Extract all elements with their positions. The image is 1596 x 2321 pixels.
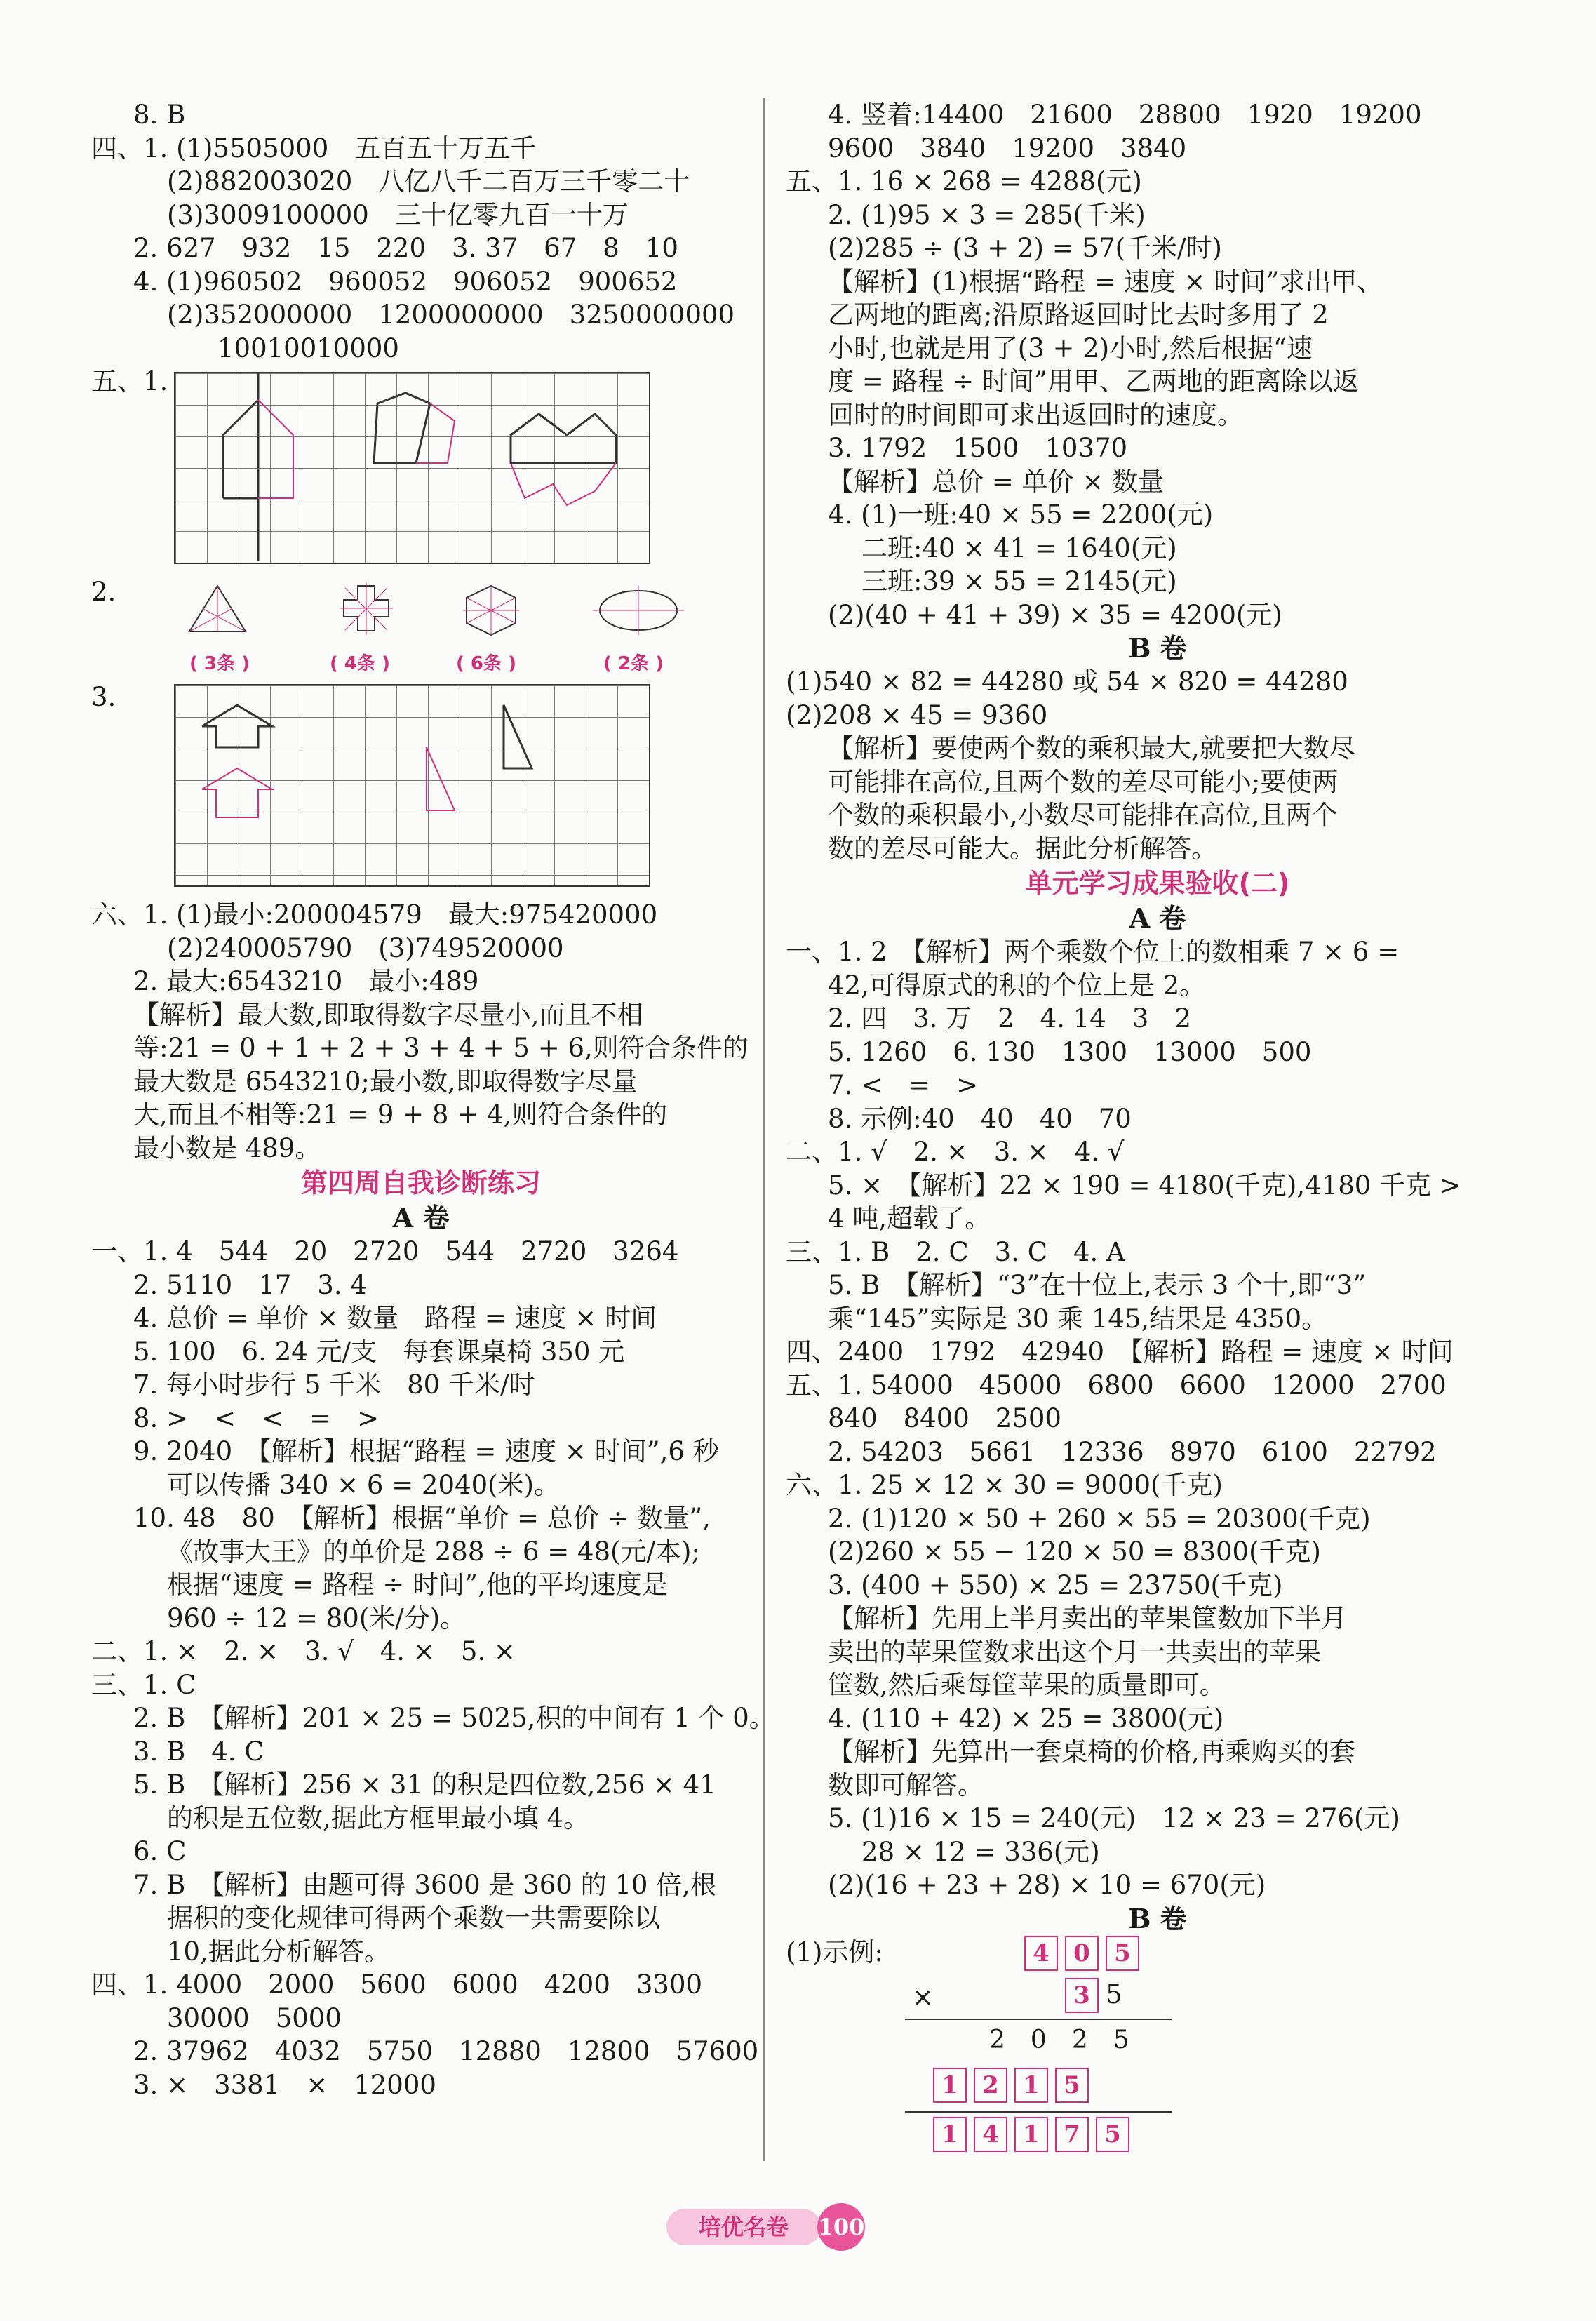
- answer-line: 筐数,然后乘每筐苹果的质量即可。: [828, 1670, 1226, 1700]
- section-subtitle: B 卷: [1128, 632, 1187, 664]
- answer-line: 【解析】要使两个数的乘积最大,就要把大数尽: [828, 733, 1355, 763]
- digit-box: 4: [974, 2117, 1007, 2152]
- digit-box: 1: [1014, 2068, 1048, 2103]
- caption: ( 4条 ): [330, 653, 390, 674]
- caption: ( 6条 ): [456, 653, 516, 674]
- answer-line: 六、1. 25 × 12 × 30 = 9000(千克): [786, 1470, 1223, 1500]
- answer-line: 2. 四 3. 万 2 4. 14 3 2: [828, 1003, 1191, 1034]
- digit-box: 3: [1065, 1978, 1099, 2013]
- shape-drawings: [161, 582, 723, 646]
- answer-line: 【解析】(1)根据“路程 = 速度 × 时间”求出甲、: [828, 266, 1383, 297]
- answer-line: 10010010000: [217, 333, 399, 363]
- answer-line: 数的差尽可能大。据此分析解答。: [828, 833, 1217, 864]
- answer-line: 5. B 【解析】256 × 31 的积是四位数,256 × 41: [133, 1770, 716, 1800]
- answer-line: 8. > < < = >: [133, 1403, 380, 1433]
- answer-line: 可能排在高位,且两个数的差尽可能小;要使两: [828, 766, 1339, 797]
- answer-line: 2. (1)120 × 50 + 260 × 55 = 20300(千克): [828, 1503, 1371, 1534]
- partial-product-2: [933, 2068, 1096, 2103]
- digit-box: 5: [1106, 1936, 1139, 1971]
- answer-line: (2)(40 + 41 + 39) × 35 = 4200(元): [828, 599, 1282, 630]
- rule-line: [905, 2111, 1172, 2113]
- answer-line: 4. (1)960502 960052 906052 900652: [133, 266, 678, 297]
- answer-line: 960 ÷ 12 = 80(米/分)。: [167, 1603, 467, 1633]
- page-number: 100: [817, 2203, 865, 2251]
- answer-line: 5. 100 6. 24 元/支 每套课桌椅 350 元: [133, 1336, 625, 1367]
- symmetry-grid-figure: [91, 365, 751, 575]
- answer-line: 2. (1)95 × 3 = 285(千米): [828, 199, 1146, 230]
- answer-line: 6. C: [133, 1836, 187, 1866]
- answer-line: 个数的乘积最小,小数尽可能排在高位,且两个: [828, 800, 1338, 830]
- answer-line: 4 吨,超载了。: [828, 1203, 991, 1233]
- answer-line: (2)882003020 八亿八千二百万三千零二十: [167, 166, 690, 196]
- section-title: 单元学习成果验收(二): [1025, 868, 1290, 899]
- answer-line: (2)352000000 1200000000 3250000000: [167, 300, 735, 330]
- digit-box: 5: [1096, 2117, 1129, 2152]
- answer-line: 5. 1260 6. 130 1300 13000 500: [828, 1036, 1312, 1067]
- answer-line: 三、1. C: [91, 1669, 196, 1700]
- translation-grid-figure: [91, 681, 751, 898]
- digit-box: 7: [1055, 2117, 1089, 2152]
- digit: 2: [1071, 2025, 1113, 2054]
- answer-line: 30000 5000: [167, 2002, 342, 2033]
- answer-line: 卖出的苹果筐数求出这个月一共卖出的苹果: [828, 1636, 1321, 1667]
- answer-line: (2)(16 + 23 + 28) × 10 = 670(元): [828, 1870, 1266, 1900]
- answer-line: 2. 5110 17 3. 4: [133, 1269, 367, 1300]
- answer-line: 3. 1792 1500 10370: [828, 433, 1128, 463]
- section-title: 第四周自我诊断练习: [300, 1168, 541, 1198]
- answer-line: 数即可解答。: [828, 1770, 984, 1800]
- multiplicand-row: [1024, 1936, 1146, 1971]
- caption: ( 2条 ): [603, 653, 664, 674]
- answer-line: (2)208 × 45 = 9360: [786, 700, 1048, 730]
- answer-line: 2. 37962 4032 5750 12880 12800 57600: [133, 2036, 759, 2066]
- answer-line: 9600 3840 19200 3840: [828, 133, 1187, 163]
- answer-line: 3. B 4. C: [133, 1736, 264, 1767]
- answer-line: 5. B 【解析】“3”在十位上,表示 3 个十,即“3”: [828, 1270, 1367, 1300]
- answer-line: 【解析】先算出一套桌椅的价格,再乘购买的套: [828, 1737, 1355, 1767]
- answer-line: 【解析】总价 = 单价 × 数量: [828, 466, 1165, 497]
- translation-shapes: [174, 684, 649, 888]
- answer-line: 9. 2040 【解析】根据“路程 = 速度 × 时间”,6 秒: [133, 1436, 719, 1466]
- right-column: [786, 98, 1529, 2167]
- answer-line: 8. B: [133, 100, 186, 130]
- answer-line: 乙两地的距离;沿原路返回时比去时多用了 2: [828, 300, 1329, 330]
- section-subtitle: B 卷: [1128, 1902, 1187, 1934]
- answer-line: 小时,也就是用了(3 + 2)小时,然后根据“速: [828, 333, 1313, 363]
- answer-line: 28 × 12 = 336(元): [861, 1836, 1100, 1867]
- figure-label: 2.: [91, 577, 116, 607]
- section-subtitle: A 卷: [392, 1202, 450, 1233]
- answer-line: 840 8400 2500: [828, 1403, 1061, 1433]
- answer-line: 的积是五位数,据此方框里最小填 4。: [167, 1802, 590, 1833]
- answer-line: 二班:40 × 41 = 1640(元): [861, 533, 1177, 563]
- answer-line: 2. 最大:6543210 最小:489: [133, 966, 479, 996]
- answer-line: 回时的时间即可求出返回时的速度。: [828, 399, 1243, 430]
- multiplier-row: [1065, 1978, 1122, 2013]
- answer-line: 【解析】最大数,即取得数字尽量小,而且不相: [133, 999, 643, 1030]
- answer-line: 最小数是 489。: [133, 1132, 321, 1163]
- answer-line: 2. 627 932 15 220 3. 37 67 8 10: [133, 233, 678, 263]
- answer-line: 二、1. × 2. × 3. √ 4. × 5. ×: [91, 1636, 516, 1666]
- answer-line: 《故事大王》的单价是 288 ÷ 6 = 48(元/本);: [167, 1536, 700, 1567]
- answer-line: (2)285 ÷ (3 + 2) = 57(千米/时): [828, 233, 1222, 263]
- answer-line: 可以传播 340 × 6 = 2040(米)。: [167, 1469, 561, 1500]
- answer-line: 4. 总价 = 单价 × 数量 路程 = 速度 × 时间: [133, 1303, 657, 1333]
- digit-box: 2: [974, 2068, 1007, 2103]
- answer-line: (2)240005790 (3)749520000: [167, 932, 564, 963]
- digit: 5: [1106, 1979, 1122, 2009]
- answer-line: 根据“速度 = 路程 ÷ 时间”,他的平均速度是: [167, 1570, 668, 1600]
- figure-label: 五、1.: [91, 366, 168, 396]
- answer-line: 一、1. 4 544 20 2720 544 2720 3264: [91, 1236, 679, 1266]
- product-row: [933, 2117, 1136, 2152]
- digit: 5: [1113, 2025, 1155, 2054]
- answer-line: 四、1. (1)5505000 五百五十万五千: [91, 133, 537, 163]
- symmetry-shapes: [174, 372, 649, 563]
- answer-line: 10,据此分析解答。: [167, 1936, 390, 1967]
- answer-line: 度 = 路程 ÷ 时间”用甲、乙两地的距离除以返: [828, 366, 1359, 396]
- figure-label: 3.: [91, 682, 116, 712]
- book-name-badge: 培优名卷: [666, 2209, 821, 2245]
- digit-box: 0: [1065, 1936, 1099, 1971]
- answer-line: 一、1. 2 【解析】两个乘数个位上的数相乘 7 × 6 =: [786, 937, 1400, 967]
- times-sign: ×: [912, 1981, 934, 2012]
- digit-box: 5: [1055, 2068, 1089, 2103]
- rule-line: [905, 2019, 1172, 2020]
- partial-product-1: [989, 2026, 1155, 2054]
- answer-line: 等:21 = 0 + 1 + 2 + 3 + 4 + 5 + 6,则符合条件的: [133, 1033, 749, 1063]
- answer-line: 8. 示例:40 40 40 70: [828, 1103, 1132, 1134]
- answer-line: 据积的变化规律可得两个乘数一共需要除以: [167, 1903, 660, 1933]
- answer-line: 7. < = >: [828, 1070, 979, 1100]
- answer-line: 5. × 【解析】22 × 190 = 4180(千克),4180 千克 >: [828, 1170, 1461, 1200]
- vertical-multiplication: [786, 1936, 1529, 2167]
- answer-line: 三、1. B 2. C 3. C 4. A: [786, 1236, 1125, 1267]
- digit: 0: [1030, 2025, 1072, 2054]
- answer-line: (3)3009100000 三十亿零九百一十万: [167, 199, 629, 230]
- answer-line: 4. (110 + 42) × 25 = 3800(元): [828, 1703, 1224, 1734]
- digit: 2: [989, 2025, 1031, 2054]
- column-divider: [763, 98, 765, 2161]
- page-footer: [666, 2203, 877, 2245]
- answer-line: (1)540 × 82 = 44280 或 54 × 820 = 44280: [786, 667, 1348, 697]
- answer-line: 5. (1)16 × 15 = 240(元) 12 × 23 = 276(元): [828, 1803, 1400, 1833]
- digit-box: 4: [1024, 1936, 1058, 1971]
- answer-line: 2. B 【解析】201 × 25 = 5025,积的中间有 1 个 0。: [133, 1703, 775, 1733]
- answer-line: 四、2400 1792 42940 【解析】路程 = 速度 × 时间: [786, 1337, 1454, 1367]
- answer-line: 7. 每小时步行 5 千米 80 千米/时: [133, 1370, 535, 1400]
- answer-line: 7. B 【解析】由题可得 3600 是 360 的 10 倍,根: [133, 1869, 716, 1900]
- answer-line: 最大数是 6543210;最小数,即取得数字尽量: [133, 1066, 638, 1097]
- answer-line: 3. × 3381 × 12000: [133, 2069, 436, 2100]
- answer-line: 五、1. 54000 45000 6800 6600 12000 2700: [786, 1370, 1447, 1400]
- answer-line: 4. 竖着:14400 21600 28800 1920 19200: [828, 100, 1422, 130]
- answer-line: 大,而且不相等:21 = 9 + 8 + 4,则符合条件的: [133, 1099, 668, 1130]
- answer-line: (2)260 × 55 − 120 × 50 = 8300(千克): [828, 1537, 1321, 1567]
- answer-line: 二、1. √ 2. × 3. × 4. √: [786, 1137, 1125, 1167]
- digit-box: 1: [933, 2117, 967, 2152]
- symmetry-axes-figure: [91, 575, 751, 681]
- answer-line: 【解析】先用上半月卖出的苹果筐数加下半月: [828, 1603, 1347, 1633]
- answer-line: 3. (400 + 550) × 25 = 23750(千克): [828, 1570, 1283, 1600]
- answer-line: 10. 48 80 【解析】根据“单价 = 总价 ÷ 数量”,: [133, 1503, 711, 1533]
- section-subtitle: A 卷: [1129, 902, 1186, 934]
- answer-line: 三班:39 × 55 = 2145(元): [861, 566, 1177, 596]
- answer-line: 五、1. 16 × 268 = 4288(元): [786, 166, 1142, 196]
- answer-line: 乘“145”实际是 30 乘 145,结果是 4350。: [828, 1303, 1328, 1334]
- example-label: (1)示例:: [786, 1937, 883, 1967]
- answer-line: 2. 54203 5661 12336 8970 6100 22792: [828, 1436, 1437, 1467]
- answer-line: 4. (1)一班:40 × 55 = 2200(元): [828, 500, 1214, 530]
- digit-box: 1: [933, 2068, 967, 2103]
- left-column: [91, 98, 775, 2101]
- answer-line: 四、1. 4000 2000 5600 6000 4200 3300: [91, 1969, 703, 2000]
- answer-line: 六、1. (1)最小:200004579 最大:975420000: [91, 899, 658, 930]
- answer-line: 42,可得原式的积的个位上是 2。: [828, 970, 1206, 1001]
- caption: ( 3条 ): [189, 653, 250, 674]
- digit-box: 1: [1014, 2117, 1048, 2152]
